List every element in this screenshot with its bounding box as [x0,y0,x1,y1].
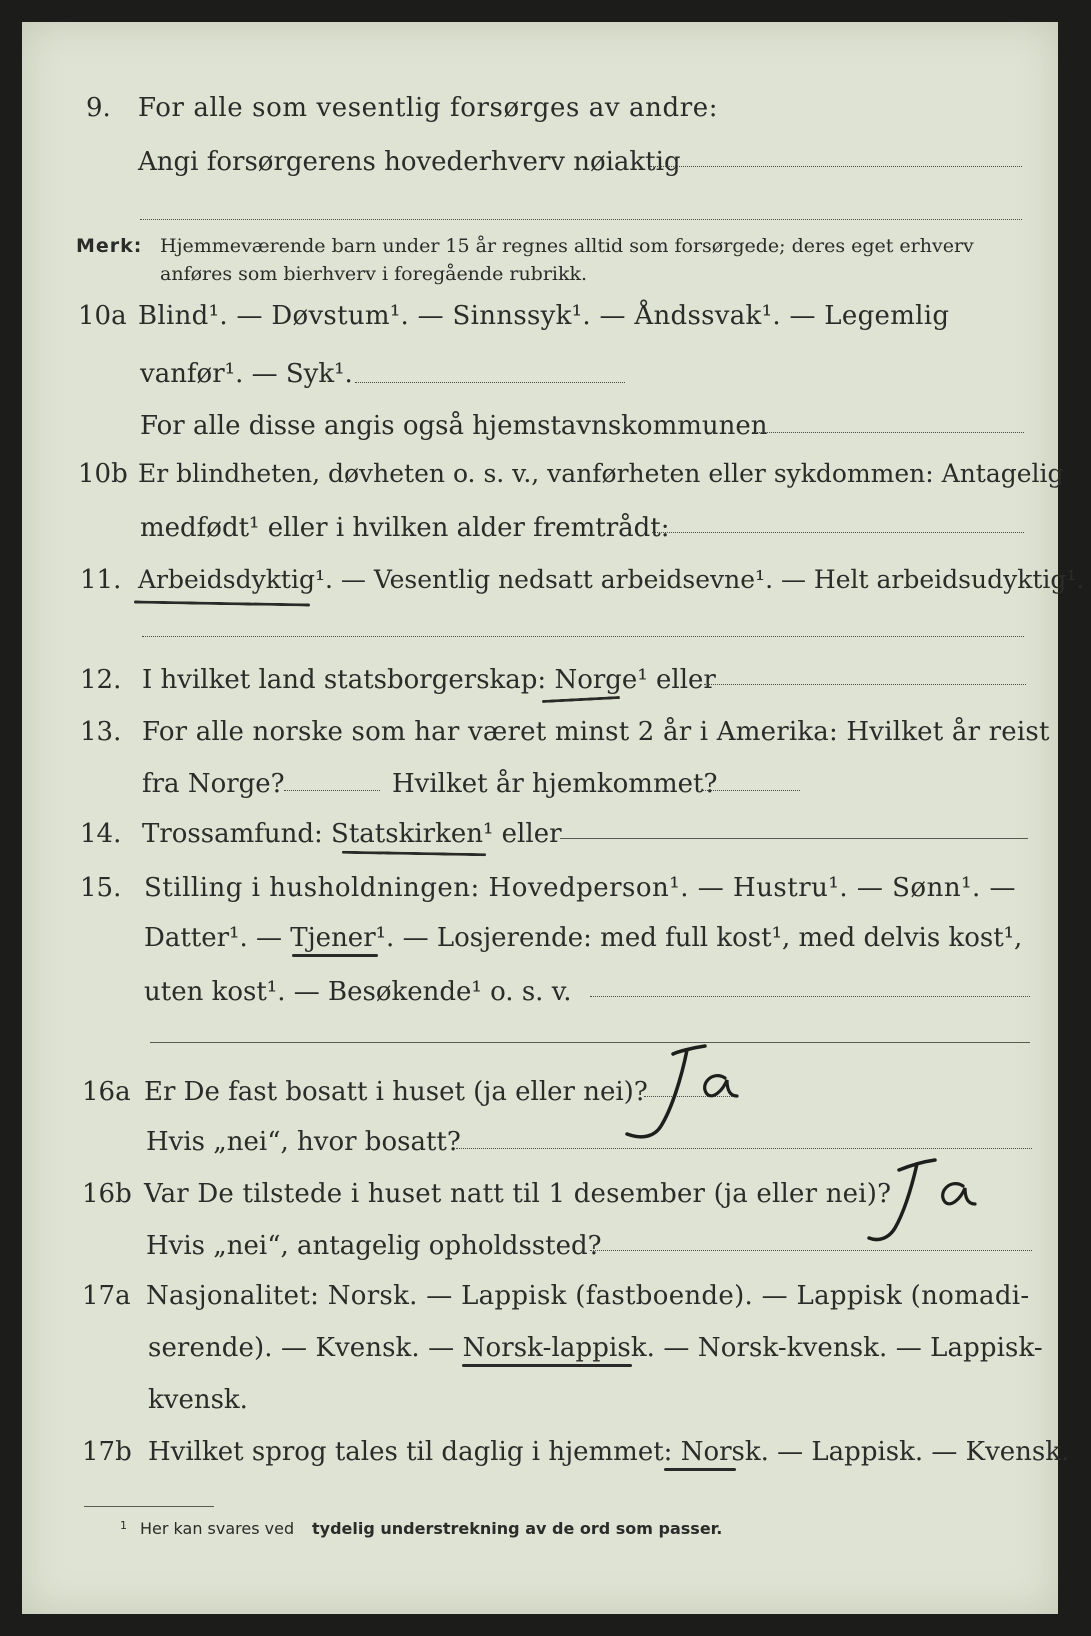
q17b-text: Hvilket sprog tales til daglig i hjemmet: Norsk. — Lappisk. — Kvensk. [148,1437,1070,1467]
q10b-text-line2: medfødt¹ eller i hvilken alder fremtrådt: [140,513,670,543]
q15-underline-mark [292,954,378,957]
q17b-underline-mark [664,1468,736,1471]
merk-text-line1: Hjemmeværende barn under 15 år regnes alltid som forsørgede; deres eget erhverv [160,235,974,257]
footnote-text-a: Her kan svares ved [140,1519,295,1538]
q16b-location-field[interactable] [590,1250,1032,1251]
footnote-mark: 1 [120,1519,127,1532]
merk-text-line2: anføres som bierhverv i foregående rubrikk. [160,263,588,285]
q15-blank-field[interactable] [150,1042,1030,1043]
q10b-number: 10b [78,459,128,489]
q17a-underline-mark [462,1364,632,1367]
q16a-residence-field[interactable] [456,1148,1032,1149]
q16b-text-line2: Hvis „nei“, antagelig opholdssted? [146,1231,602,1261]
q16b-text-line1: Var De tilstede i huset natt til 1 desember (ja eller nei)? [144,1179,892,1209]
q10a-hometown-field[interactable] [752,432,1024,433]
q11-text: Arbeidsdyktig¹. — Vesentlig nedsatt arbeidsevne¹. — Helt arbeidsudyktig¹. [138,565,1085,594]
q9-answer-field[interactable] [650,166,1022,167]
q10a-text-line2: vanfør¹. — Syk¹. [140,359,353,389]
q16b-handwritten-answer [865,1156,1005,1256]
q17a-text-line3: kvensk. [148,1385,248,1415]
q12-country-field[interactable] [704,684,1026,685]
q13-text-line2a: fra Norge? [142,769,285,799]
q9-number: 9. [86,93,111,123]
q10b-text-line1: Er blindheten, døvheten o. s. v., vanførheten eller sykdommen: Antagelig [138,459,1064,488]
q10a-text-line3: For alle disse angis også hjemstavnskommunen [140,411,768,441]
q12-number: 12. [80,665,122,695]
q15-position-field[interactable] [590,996,1030,997]
q15-number: 15. [80,873,122,903]
q16a-text-line1: Er De fast bosatt i huset (ja eller nei)? [144,1077,648,1107]
q14-number: 14. [80,819,122,849]
q10a-number: 10a [78,301,127,331]
q17a-text-line2: serende). — Kvensk. — Norsk-lappisk. — Norsk-kvensk. — Lappisk- [148,1333,1043,1363]
q10b-age-field[interactable] [652,532,1024,533]
footnote-divider [84,1506,214,1507]
q16a-handwritten-answer [615,1040,755,1150]
q13-text-line2b: Hvilket år hjemkommet? [392,769,718,799]
q17a-text-line1: Nasjonalitet: Norsk. — Lappisk (fastboende). — Lappisk (nomadi- [146,1281,1030,1311]
q15-text-line1: Stilling i husholdningen: Hovedperson¹. — Hustru¹. — Sønn¹. — [144,873,1017,903]
q9-answer-field-2[interactable] [140,219,1022,220]
merk-label: Merk: [76,235,143,257]
q11-number: 11. [80,565,122,595]
q11-blank-field[interactable] [142,636,1024,637]
q10a-sick-field[interactable] [355,382,625,383]
q13-year-returned-field[interactable] [702,790,800,791]
q12-text: I hvilket land statsborgerskap: Norge¹ eller [142,665,716,695]
footnote-text-b: tydelig understrekning av de ord som passer. [312,1519,723,1538]
q16b-number: 16b [82,1179,132,1209]
q9-text-line1: For alle som vesentlig forsørges av andre: [138,93,719,123]
q10a-text-line1: Blind¹. — Døvstum¹. — Sinnssyk¹. — Åndssvak¹. — Legemlig [138,301,950,331]
q9-text-line2: Angi forsørgerens hovederhverv nøiaktig [138,147,681,177]
q16a-number: 16a [82,1077,131,1107]
q15-text-line3: uten kost¹. — Besøkende¹ o. s. v. [144,977,572,1007]
q17a-number: 17a [82,1281,131,1311]
q13-text-line1: For alle norske som har været minst 2 år i Amerika: Hvilket år reist [142,717,1050,747]
q15-text-line2: Datter¹. — Tjener¹. — Losjerende: med full kost¹, med delvis kost¹, [144,923,1023,953]
q14-faith-field[interactable] [560,838,1028,839]
q14-text: Trossamfund: Statskirken¹ eller [142,819,562,849]
q16a-text-line2: Hvis „nei“, hvor bosatt? [146,1127,461,1157]
q13-year-left-field[interactable] [284,790,380,791]
q17b-number: 17b [82,1437,132,1467]
q13-number: 13. [80,717,122,747]
